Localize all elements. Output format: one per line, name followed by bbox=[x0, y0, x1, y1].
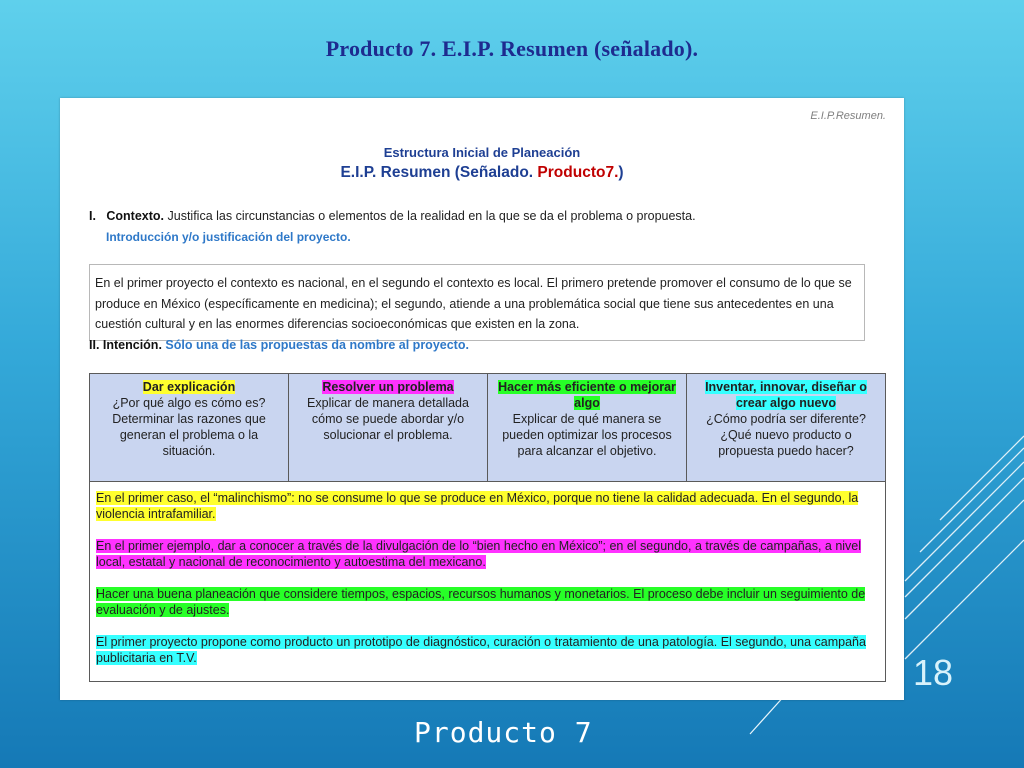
example-text: Hacer una buena planeación que considere tiempos, espacios, recursos humanos y monetarios. El proceso debe incluir un seguimiento de evaluación y de ajustes. bbox=[96, 587, 866, 617]
footer-label: Producto 7 bbox=[414, 716, 593, 749]
intention-description: Explicar de manera detallada cómo se puede abordar y/o solucionar el problema. bbox=[307, 396, 469, 442]
intention-column bbox=[488, 374, 687, 481]
example-paragraph bbox=[96, 538, 879, 570]
section-context-number: I. bbox=[89, 209, 96, 223]
subheading-main: E.I.P. Resumen (Señalado. bbox=[340, 164, 538, 181]
example-paragraph bbox=[96, 634, 879, 666]
example-paragraph bbox=[96, 490, 879, 522]
intention-label: Resolver un problema bbox=[322, 380, 454, 394]
intention-column bbox=[687, 374, 885, 481]
subheading-close: ) bbox=[618, 164, 624, 181]
intention-description: Explicar de qué manera se pueden optimizar los procesos para alcanzar el objetivo. bbox=[502, 412, 672, 458]
section-context-text: Justifica las circunstancias o elementos de la realidad en la que se da el problema o propuesta. bbox=[164, 209, 696, 223]
example-paragraph bbox=[96, 586, 879, 618]
intention-header-row bbox=[90, 374, 885, 482]
example-text: En el primer caso, el “malinchismo”: no se consume lo que se produce en México, porque no tiene la calidad adecuada. En el segundo, la violencia intrafamiliar. bbox=[96, 491, 859, 521]
section-context bbox=[89, 209, 696, 223]
document-subheading bbox=[60, 164, 904, 182]
section-context-label: Contexto. bbox=[106, 209, 165, 223]
example-text: El primer proyecto propone como producto un prototipo de diagnóstico, curación o tratamiento de una patología. El segundo, una campaña publicitaria en T.V. bbox=[96, 635, 866, 665]
intention-description: ¿Cómo podría ser diferente? ¿Qué nuevo producto o propuesta puedo hacer? bbox=[706, 412, 866, 458]
subheading-red: Producto7. bbox=[537, 164, 619, 181]
intention-table bbox=[89, 373, 886, 682]
section-intention-label: II. Intención. bbox=[89, 338, 162, 352]
example-text: En el primer ejemplo, dar a conocer a través de la divulgación de lo “bien hecho en México”; en el segundo, a través de campañas, a nivel local, estatal y nacional de reconocimiento y autoestima del mexicano. bbox=[96, 539, 862, 569]
context-text-box: En el primer proyecto el contexto es nacional, en el segundo el contexto es local. El primero pretende promover el consumo de lo que se produce en México (específicamente en medicina); el segundo, atiende a una problemática social que tiene sus antecedentes en una cuestión cultural y en las enormes diferencias socioeconómicas que existen en la zona. bbox=[89, 264, 865, 341]
document-corner-label: E.I.P.Resumen. bbox=[810, 110, 886, 122]
intention-label: Dar explicación bbox=[142, 380, 236, 394]
intention-column bbox=[90, 374, 289, 481]
intention-description: ¿Por qué algo es cómo es? Determinar las razones que generan el problema o la situación. bbox=[112, 396, 266, 458]
intention-label: Hacer más eficiente o mejorar algo bbox=[498, 380, 676, 410]
intention-label: Inventar, innovar, diseñar o crear algo nuevo bbox=[705, 380, 867, 410]
slide-title: Producto 7. E.I.P. Resumen (señalado). bbox=[325, 36, 699, 61]
section-intention bbox=[89, 338, 469, 352]
document-heading: Estructura Inicial de Planeación bbox=[383, 145, 581, 160]
examples-area bbox=[90, 482, 885, 666]
page-number: 18 bbox=[913, 652, 954, 693]
section-context-subtitle: Introducción y/o justificación del proyecto. bbox=[106, 230, 351, 244]
section-intention-subtitle: Sólo una de las propuestas da nombre al proyecto. bbox=[165, 338, 469, 352]
document-image bbox=[60, 98, 904, 700]
intention-column bbox=[289, 374, 488, 481]
